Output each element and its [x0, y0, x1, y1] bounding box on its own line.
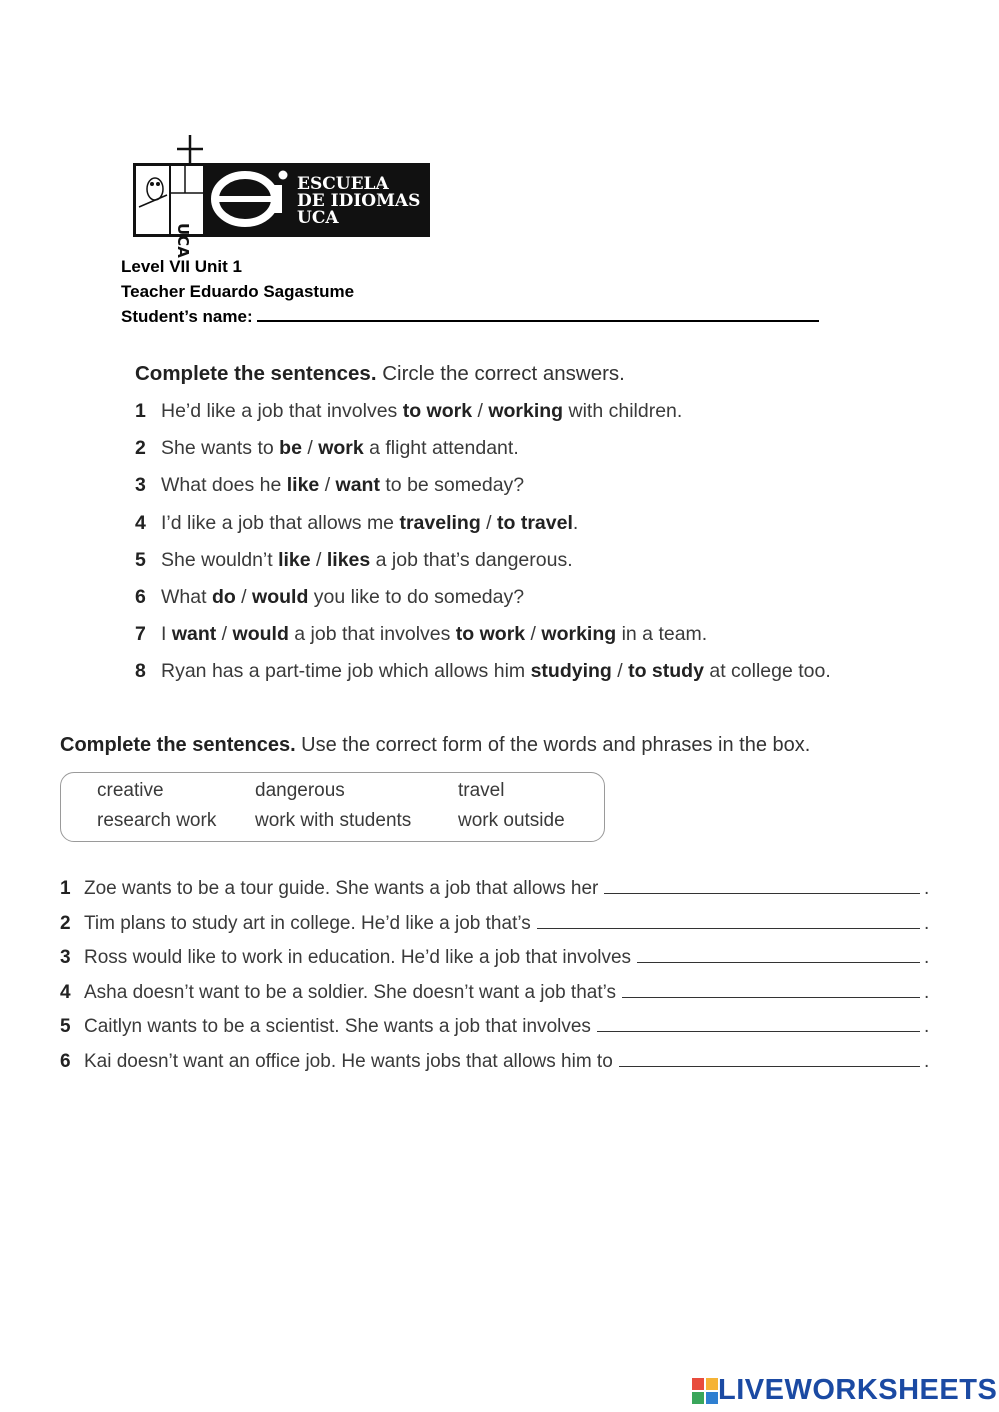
sentence-text: What — [161, 585, 212, 608]
word-box-item: research work — [97, 810, 217, 831]
level-label: Level VII Unit 1 — [121, 257, 242, 276]
answer-option[interactable]: to travel — [497, 511, 573, 534]
item-number: 1 — [60, 878, 71, 899]
answer-blank[interactable] — [604, 879, 920, 894]
sentence-text: . — [572, 511, 579, 534]
exercise1-item — [135, 512, 831, 549]
answer-option[interactable]: would — [232, 623, 289, 646]
exercise1-item — [135, 623, 831, 660]
answer-option[interactable]: to work — [455, 623, 526, 646]
item-number: 6 — [60, 1050, 71, 1072]
sentence-text: Caitlyn wants to be a scientist. She wants a job that involves — [84, 1016, 591, 1038]
sentence-text: in a team. — [616, 623, 708, 646]
exercise2-item — [60, 982, 930, 1017]
student-name-field[interactable] — [257, 305, 819, 322]
answer-option[interactable]: to study — [628, 660, 704, 683]
item-number: 4 — [135, 511, 146, 534]
seal-uca-text: UCA — [174, 223, 192, 258]
answer-option[interactable]: working — [488, 400, 564, 422]
worksheet-header — [121, 254, 819, 329]
item-number: 5 — [60, 1016, 71, 1038]
sentence-text: / — [235, 585, 253, 608]
exercise1-item — [135, 400, 831, 437]
item-number: 3 — [60, 947, 71, 969]
sentence-text: / — [319, 474, 336, 497]
answer-option[interactable]: would — [252, 585, 309, 608]
exercise2-title-rest: Use the correct form of the words and phrases in the box. — [295, 734, 811, 756]
sentence-end: . — [924, 947, 930, 969]
answer-option[interactable]: to work — [402, 400, 473, 422]
sentence-text: you like to do someday? — [308, 585, 525, 608]
answer-option[interactable]: working — [541, 623, 617, 646]
student-name-row — [121, 304, 819, 329]
answer-option[interactable]: want — [171, 623, 217, 646]
liveworksheets-logo-icon — [692, 1378, 718, 1404]
liveworksheets-brand — [692, 1374, 997, 1407]
sentence-text: / — [525, 623, 542, 646]
word-box — [60, 772, 605, 842]
exercise2-item — [60, 878, 930, 913]
exercise2-list — [60, 878, 930, 1086]
answer-blank[interactable] — [622, 983, 920, 998]
sentence-text: a flight attendant. — [363, 437, 519, 460]
sentence-text: to be someday? — [379, 474, 525, 497]
sentence-text: at college too. — [703, 660, 831, 683]
answer-option[interactable]: studying — [530, 660, 612, 683]
sentence-text: He’d like a job that involves — [161, 400, 403, 422]
sentence-text: with children. — [563, 400, 683, 422]
sentence-text: / — [310, 548, 327, 571]
word-box-item: work outside — [458, 810, 565, 831]
logo-line-uca: UCA — [297, 208, 339, 228]
exercise1-item — [135, 437, 831, 474]
sentence-text: I — [161, 623, 172, 646]
sentence-text: Tim plans to study art in college. He’d like a job that’s — [84, 912, 531, 934]
sentence-text: Zoe wants to be a tour guide. She wants a job that allows her — [84, 878, 599, 899]
answer-blank[interactable] — [537, 914, 920, 929]
exercise1-title — [135, 362, 625, 386]
answer-option[interactable]: like — [278, 548, 311, 571]
sentence-text: I’d like a job that allows me — [161, 511, 400, 534]
word-box-item: creative — [97, 780, 164, 801]
exercise2-item — [60, 1016, 930, 1051]
exercise1-list — [135, 400, 831, 698]
answer-blank[interactable] — [637, 948, 920, 963]
answer-option[interactable]: like — [286, 474, 320, 497]
exercise1-title-rest: Circle the correct answers. — [376, 362, 625, 385]
sentence-text: Ross would like to work in education. He’d like a job that involves — [84, 947, 632, 969]
sentence-text: Ryan has a part-time job which allows him — [161, 660, 531, 683]
sentence-text: What does he — [161, 474, 287, 497]
word-box-item: travel — [458, 780, 505, 801]
liveworksheets-wordmark: LIVEWORKSHEETS — [718, 1374, 998, 1406]
sentence-text: She wouldn’t — [161, 548, 279, 571]
sentence-end: . — [924, 1016, 930, 1038]
sentence-text: Kai doesn’t want an office job. He wants jobs that allows him to — [84, 1050, 613, 1072]
item-number: 1 — [135, 400, 146, 422]
answer-option[interactable]: do — [211, 585, 236, 608]
item-number: 8 — [135, 660, 146, 683]
sentence-end: . — [924, 1050, 930, 1072]
exercise2-title — [60, 734, 810, 757]
word-box-item: work with students — [255, 810, 412, 831]
answer-option[interactable]: likes — [326, 548, 371, 571]
answer-blank[interactable] — [597, 1017, 920, 1032]
answer-option[interactable]: work — [318, 437, 364, 460]
logo-line-idiomas: DE IDIOMAS — [297, 191, 421, 211]
sentence-end: . — [924, 878, 930, 899]
item-number: 4 — [60, 981, 71, 1003]
item-number: 7 — [135, 623, 146, 646]
sentence-end: . — [924, 912, 930, 934]
sentence-text: / — [480, 511, 497, 534]
sentence-text: / — [216, 623, 233, 646]
sentence-end: . — [924, 981, 930, 1003]
sentence-text: a job that involves — [288, 623, 456, 646]
exercise1-title-bold: Complete the sentences. — [135, 362, 377, 385]
exercise2-item — [60, 1051, 930, 1086]
school-logo — [133, 133, 430, 258]
exercise2-title-bold: Complete the sentences. — [60, 734, 296, 756]
item-number: 5 — [135, 548, 146, 571]
answer-option[interactable]: be — [279, 437, 302, 460]
sentence-text: / — [611, 660, 629, 683]
answer-blank[interactable] — [619, 1052, 920, 1067]
exercise1-item — [135, 660, 831, 697]
exercise2-item — [60, 947, 930, 982]
exercise1-item — [135, 474, 831, 511]
item-number: 3 — [135, 474, 146, 497]
student-name-label: Student’s name: — [121, 307, 253, 326]
sentence-text: She wants to — [161, 437, 280, 460]
sentence-text: Asha doesn’t want to be a soldier. She doesn’t want a job that’s — [84, 981, 616, 1003]
word-box-item: dangerous — [255, 780, 345, 801]
logo-line-escuela: ESCUELA — [297, 174, 389, 194]
item-number: 2 — [135, 437, 146, 460]
exercise1-item — [135, 549, 831, 586]
exercise1-item — [135, 586, 831, 623]
exercise2-item — [60, 913, 930, 948]
sentence-text: / — [472, 400, 489, 422]
teacher-label: Teacher Eduardo Sagastume — [121, 282, 355, 301]
sentence-text: / — [301, 437, 319, 460]
sentence-text: a job that’s dangerous. — [370, 548, 573, 571]
item-number: 2 — [60, 912, 71, 934]
answer-option[interactable]: want — [335, 474, 380, 497]
item-number: 6 — [135, 585, 146, 608]
answer-option[interactable]: traveling — [399, 511, 481, 534]
